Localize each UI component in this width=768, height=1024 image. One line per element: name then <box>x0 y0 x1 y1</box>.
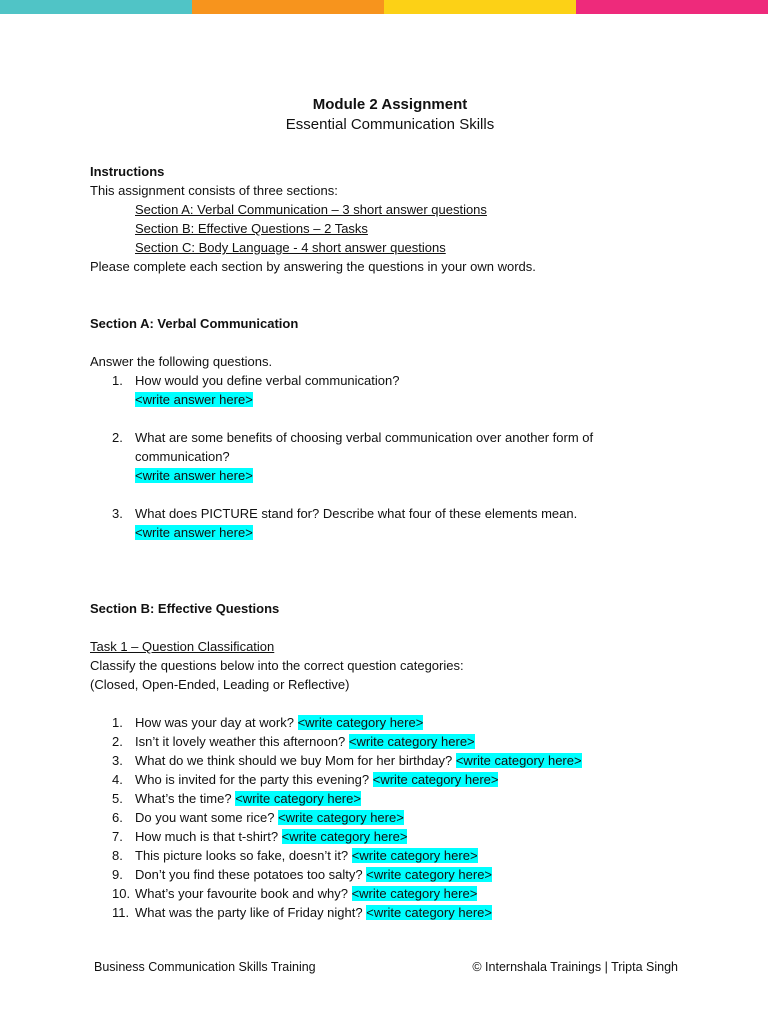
classification-item <box>90 808 690 827</box>
category-placeholder[interactable]: <write category here> <box>351 886 478 901</box>
item-number: 11. <box>112 905 130 920</box>
category-placeholder[interactable]: <write category here> <box>297 715 424 730</box>
section-a-question <box>90 428 690 485</box>
item-number: 8. <box>112 848 123 863</box>
brand-bar-segment-orange <box>192 0 384 14</box>
task-title: Task 1 – Question Classification <box>90 639 275 654</box>
answer-placeholder[interactable]: <write answer here> <box>135 392 253 407</box>
item-question: Isn’t it lovely weather this afternoon? <box>135 734 346 749</box>
section-a-prompt: Answer the following questions. <box>90 354 273 369</box>
classification-item <box>90 713 690 732</box>
category-placeholder[interactable]: <write category here> <box>281 829 408 844</box>
category-placeholder[interactable]: <write category here> <box>366 867 493 882</box>
question-number: 1. <box>112 373 123 388</box>
brand-bar-segment-yellow <box>384 0 576 14</box>
item-number: 1. <box>112 715 123 730</box>
item-question: How was your day at work? <box>135 715 294 730</box>
instructions-section-item: Section B: Effective Questions – 2 Tasks <box>135 221 368 236</box>
classification-item <box>90 884 690 903</box>
brand-color-bar <box>0 0 768 14</box>
item-number: 4. <box>112 772 123 787</box>
section-a-heading: Section A: Verbal Communication <box>90 316 299 331</box>
instructions-section-list <box>90 200 690 257</box>
section-a-question <box>90 504 690 542</box>
item-question: What’s the time? <box>135 791 232 806</box>
question-number: 3. <box>112 506 123 521</box>
footer-course-name: Business Communication Skills Training <box>94 960 316 974</box>
classification-item <box>90 827 690 846</box>
item-question: What’s your favourite book and why? <box>135 886 348 901</box>
classification-item <box>90 732 690 751</box>
category-placeholder[interactable]: <write category here> <box>372 772 499 787</box>
brand-bar-segment-pink <box>576 0 768 14</box>
item-number: 3. <box>112 753 123 768</box>
classification-item <box>90 789 690 808</box>
classification-item <box>90 751 690 770</box>
section-b-prompt: Classify the questions below into the correct question categories: <box>90 658 464 673</box>
item-question: What do we think should we buy Mom for her birthday? <box>135 753 453 768</box>
item-number: 10. <box>112 886 131 901</box>
category-placeholder[interactable]: <write category here> <box>366 905 492 920</box>
item-number: 5. <box>112 791 123 806</box>
item-question: Who is invited for the party this evening? <box>135 772 370 787</box>
item-question: This picture looks so fake, doesn’t it? <box>135 848 349 863</box>
item-question: What was the party like of Friday night? <box>135 905 363 920</box>
instructions-section-item: Section A: Verbal Communication – 3 short answer questions <box>135 202 487 217</box>
category-placeholder[interactable]: <write category here> <box>455 753 582 768</box>
question-text-continued: communication? <box>135 449 230 464</box>
category-placeholder[interactable]: <write category here> <box>348 734 475 749</box>
brand-bar-segment-teal <box>0 0 192 14</box>
section-a-question <box>90 371 690 409</box>
item-question: Do you want some rice? <box>135 810 275 825</box>
classification-item <box>90 770 690 789</box>
question-text: What does PICTURE stand for? Describe what four of these elements mean. <box>135 506 578 521</box>
section-b-heading: Section B: Effective Questions <box>90 601 280 616</box>
answer-placeholder[interactable]: <write answer here> <box>135 525 253 540</box>
question-text: How would you define verbal communication? <box>135 373 400 388</box>
category-placeholder[interactable]: <write category here> <box>278 810 404 825</box>
item-number: 2. <box>112 734 123 749</box>
classification-item <box>90 846 690 865</box>
instructions-heading: Instructions <box>90 164 165 179</box>
answer-placeholder[interactable]: <write answer here> <box>135 468 253 483</box>
item-question: Don’t you find these potatoes too salty? <box>135 867 363 882</box>
category-placeholder[interactable]: <write category here> <box>351 848 478 863</box>
document-body <box>90 95 690 922</box>
classification-item <box>90 865 690 884</box>
instructions-intro: This assignment consists of three sections: <box>90 183 338 198</box>
question-number: 2. <box>112 430 123 445</box>
item-number: 7. <box>112 829 123 844</box>
item-question: How much is that t-shirt? <box>135 829 279 844</box>
question-text: What are some benefits of choosing verbal communication over another form of <box>135 430 594 445</box>
classification-item <box>90 903 690 922</box>
instructions-section-item: Section C: Body Language - 4 short answer questions <box>135 240 446 255</box>
item-number: 6. <box>112 810 123 825</box>
category-placeholder[interactable]: <write category here> <box>235 791 361 806</box>
item-number: 9. <box>112 867 123 882</box>
document-title: Module 2 Assignment <box>312 96 468 113</box>
footer-copyright: © Internshala Trainings | Tripta Singh <box>472 960 678 974</box>
section-b-categories: (Closed, Open-Ended, Leading or Reflective) <box>90 677 350 692</box>
instructions-closing: Please complete each section by answering the questions in your own words. <box>90 259 536 274</box>
classification-list <box>90 713 690 922</box>
document-subtitle: Essential Communication Skills <box>285 116 495 133</box>
